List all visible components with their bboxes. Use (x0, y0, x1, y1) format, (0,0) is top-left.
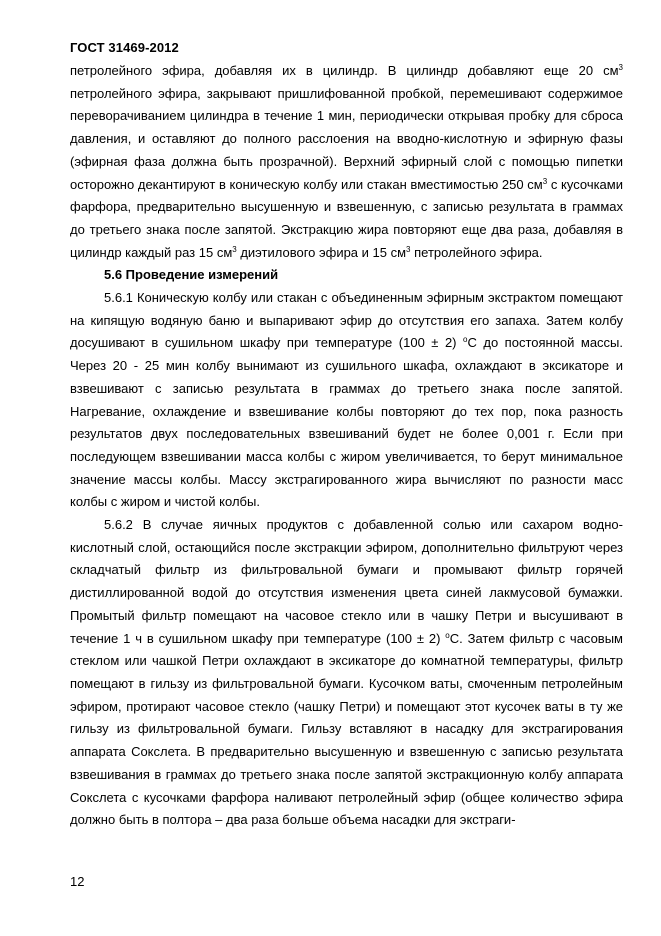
paragraph-5-6-1 (70, 287, 623, 514)
degree-superscript: o (445, 630, 450, 640)
superscript: 3 (232, 244, 237, 254)
text-run: петролейного эфира, добавляя их в цилиндр. В цилиндр добавляют еще 20 см (70, 63, 619, 78)
text-run: 5.6.1 Коническую колбу или стакан с объединенным эфирным экстрактом помещают на кипящую водяную баню и выпаривают эфир до отсутствия его запаха. Затем колбу досушивают в сушильном шкафу при температуре (100 ± 2) (70, 290, 623, 351)
text-run: C до постоянной массы. Через 20 - 25 мин колбу вынимают из сушильного шкафа, охлаждают в эксикаторе и взвешивают с записью результата в граммах до третьего знака после запятой. Нагревание, охлаждение и взвешивание колбы повторяют до тех пор, пока разность результатов двух последовательных взвешиваний будет не более 0,001 г. Если при последующем взвешивании масса колбы с жиром увеличивается, то берут минимальное значение массы колбы. Массу экстрагированного жира вычисляют по разности масс колбы с жиром и чистой колбы. (70, 335, 624, 510)
paragraph-intro (70, 60, 623, 264)
page-content (70, 60, 623, 832)
text-run: диэтилового эфира и 15 см (236, 244, 407, 260)
superscript: 3 (618, 63, 623, 72)
superscript: 3 (542, 176, 548, 186)
text-run: петролейного эфира, закрывают пришлифованной пробкой, перемешивают содержимое переворачиванием цилиндра в течение 1 мин, периодически открывая пробку для сброса давления, и оставляют до полного расслоения на вводно-кислотную и эфирную фазы (эфирная фаза должна быть прозрачной). Верхний эфирный слой с помощью пипетки осторожно декантируют в коническую колбу или стакан вместимостью 250 см (70, 85, 623, 192)
superscript: 3 (406, 244, 411, 254)
paragraph-5-6-2 (70, 514, 623, 832)
text-run: C. Затем фильтр с часовым стеклом или чашкой Петри охлаждают в эксикаторе до комнатной температуры, фильтр помещают в гильзу из фильтровальной бумаги. Кусочком ваты, смоченным петролейным эфиром, протирают часовое стекло (чашку Петри) и помещают этот кусочек ваты в ту же гильзу из фильтровальной бумаги. Гильзу вставляют в насадку для экстрагирования аппарата Сокслета. В предварительно высушенную и взвешенную с записью результата взвешивания в граммах до третьего знака после запятой экстракционную колбу аппарата Сокслета с кусочками фарфора наливают петролейный эфир (общее количество эфира должно быть в полтора – два раза больше объема насадки для экстраги- (70, 630, 623, 828)
text-run: петролейного эфира. (410, 244, 543, 260)
text-run: 5.6.2 В случае яичных продуктов с добавленной солью или сахаром водно-кислотный слой, остающийся после экстракции эфиром, дополнительно фильтруют через складчатый фильтр из фильтровальной бумаги и промывают фильтр горячей дистиллированной водой до отсутствия изменения цвета синей лакмусовой бумажки. Промытый фильтр помещают на часовое стекло или в чашку Петри и высушивают в течение 1 ч в сушильном шкафу при температуре (100 ± 2) (70, 517, 623, 646)
text-run: с кусочками фарфора, предварительно высушенную и взвешенную, с записью результата в граммах до третьего знака после запятой. Экстракцию жира повторяют еще два раза, добавляя в цилиндр каждый раз 15 см (70, 176, 623, 260)
degree-superscript: o (463, 335, 468, 345)
section-title: 5.6 Проведение измерений (104, 267, 279, 283)
page-number: 12 (70, 874, 85, 889)
standard-header: ГОСТ 31469-2012 (70, 40, 179, 55)
